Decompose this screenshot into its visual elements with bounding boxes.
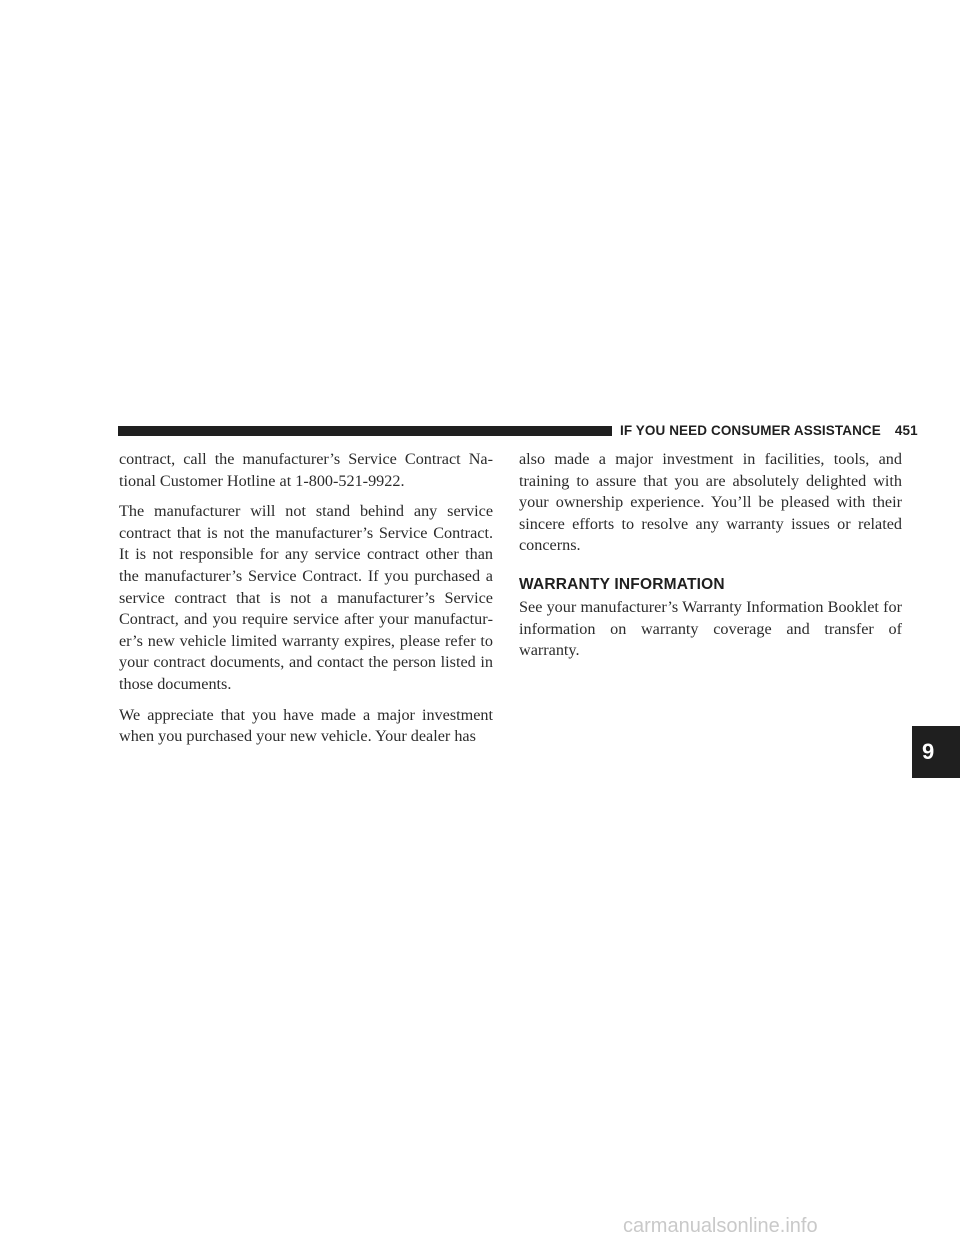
right-column <box>519 449 902 671</box>
section-title: IF YOU NEED CONSUMER ASSISTANCE <box>620 423 881 438</box>
watermark: carmanualsonline.info <box>623 1215 818 1237</box>
paragraph-dealer-investment: also made a major investment in facilities, tools, and training to assure that you are absolutely delighted with your ownership experience. You’ll be pleased with their sincere efforts to resolve any warranty issues or related concerns. <box>519 450 902 555</box>
chapter-tab: 9 <box>912 726 960 778</box>
page-number: 451 <box>894 423 918 438</box>
running-header <box>620 421 918 441</box>
paragraph-service-contract: The manufacturer will not stand behind any service contract that is not the manufacturer’s Service Contract. It is not responsible for any service contract other than the manufacturer’s Service Contract. If you purchased a service contract that is not a manufacturer’s Service Contract, and you require service after your manufacturer’s new vehicle limited warranty expires, please refer to your contract documents, and contact the person listed in those documents. <box>119 502 493 693</box>
header-rule <box>118 426 612 436</box>
section-heading-warranty: WARRANTY INFORMATION <box>519 575 725 593</box>
left-column <box>119 449 493 757</box>
paragraph-warranty-booklet: See your manufacturer’s Warranty Information Booklet for information on warranty coverage and transfer of warranty. <box>519 597 902 660</box>
paragraph-hotline: contract, call the manufacturer’s Service Contract National Customer Hotline at 1-800-521-9922. <box>119 450 493 490</box>
paragraph-investment: We appreciate that you have made a major investment when you purchased your new vehicle. Your dealer has <box>119 705 493 746</box>
